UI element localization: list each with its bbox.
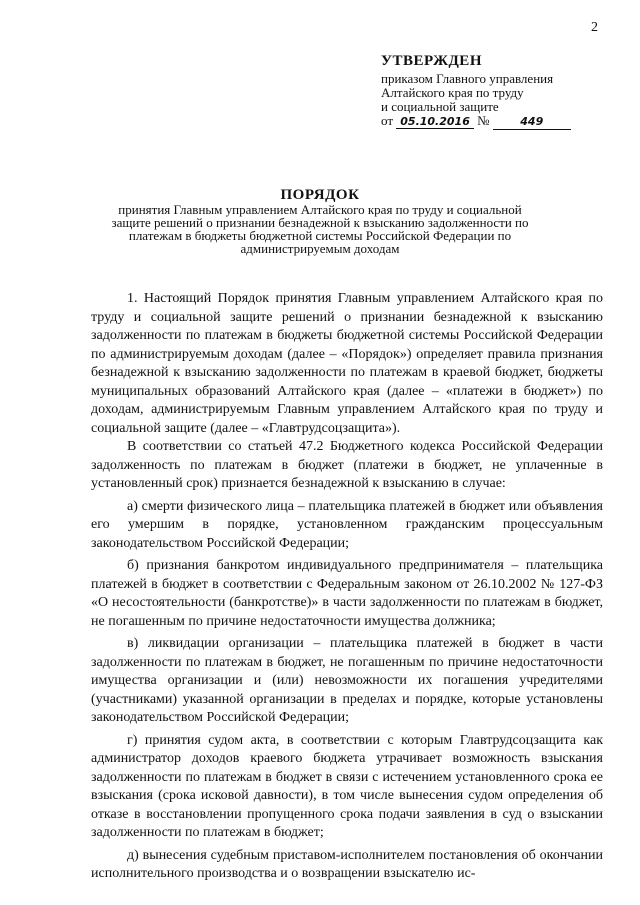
paragraph-v: в) ликвидации организации – плательщика платежей в бюджет в части задолженности по платежам в бюджет, не погашенным по причине недостаточности имущества организации и (или) невозможности их погашения учредителями (участниками) указанной организации в пределах и порядке, которые установлены законодательством Российской Федерации; xyxy=(91,636,603,725)
approval-line-3: и социальной защите xyxy=(381,99,499,114)
approval-stamp xyxy=(381,54,611,130)
approval-number-prefix: № xyxy=(477,113,490,128)
approval-line-2: Алтайского края по труду xyxy=(381,85,524,100)
paragraph-a: а) смерти физического лица – плательщика платежей в бюджет или объявления его умершим в порядке, установленном гражданским процессуальным законодательством Российской Федерации; xyxy=(91,498,603,551)
paragraph-g: г) принятия судом акта, в соответствии с которым Главтрудсоцзащита как администратор доходов краевого бюджета утрачивает возможность взыскания задолженности по платежам в бюджет в связи с истечением установленного срока ее взыскания (срока исковой давности), в том числе вынесения судом определения об отказе в восстановлении пропущенного срока подачи заявления в суд о взыскании задолженности по платежам в бюджет; xyxy=(91,732,603,840)
paragraph-2: В соответствии со статьей 47.2 Бюджетного кодекса Российской Федерации задолженность по платежам в бюджет (платежи в бюджет, не уплаченные в установленный срок) признается безнадежной к взысканию в случае: xyxy=(91,439,603,491)
paragraph-1: 1. Настоящий Порядок принятия Главным управлением Алтайского края по труду и социальной защите решений о признании безнадежной к взысканию задолженности по платежам в бюджеты бюджетной системы Российской Федерации по администрируемым доходам (далее – «Порядок») определяет правила признания безнадежной к взысканию задолженности по платежам в краевой бюджет, бюджеты муниципальных образований Алтайского края (далее – «платежи в бюджет») по доходам, администрируемым Главным управлением Алтайского края по труду и социальной защите (далее – «Главтрудсоцзащита»). xyxy=(91,291,603,436)
approval-date-prefix: от xyxy=(381,113,394,128)
approval-date: 05.10.2016 xyxy=(396,115,474,129)
document-body xyxy=(91,290,603,884)
approval-number: 449 xyxy=(493,115,571,130)
paragraph-d: д) вынесения судебным приставом-исполнителем постановления об окончании исполнительного производства и о возвращении взыскателю ис- xyxy=(91,847,603,881)
approval-line-1: приказом Главного управления xyxy=(381,71,554,86)
approval-heading: УТВЕРЖДЕН xyxy=(381,53,482,69)
approval-date-line xyxy=(381,114,611,130)
page-number: 2 xyxy=(591,20,598,35)
document-title: ПОРЯДОК xyxy=(280,187,360,203)
paragraph-b: б) признания банкротом индивидуального предпринимателя – плательщика платежей в бюджет в соответствии с Федеральным законом от 26.10.2002 № 127-ФЗ «О несостоятельности (банкротстве)» в части задолженности по платежам в бюджет, не погашенным по причине недостаточности имущества должника; xyxy=(91,558,603,629)
document-subtitle: принятия Главным управлением Алтайского края по труду и социальной защите решений о признании безнадежной к взысканию задолженности по платежам в бюджеты бюджетной системы Российской Федерации по администрируемым доходам xyxy=(111,202,529,256)
